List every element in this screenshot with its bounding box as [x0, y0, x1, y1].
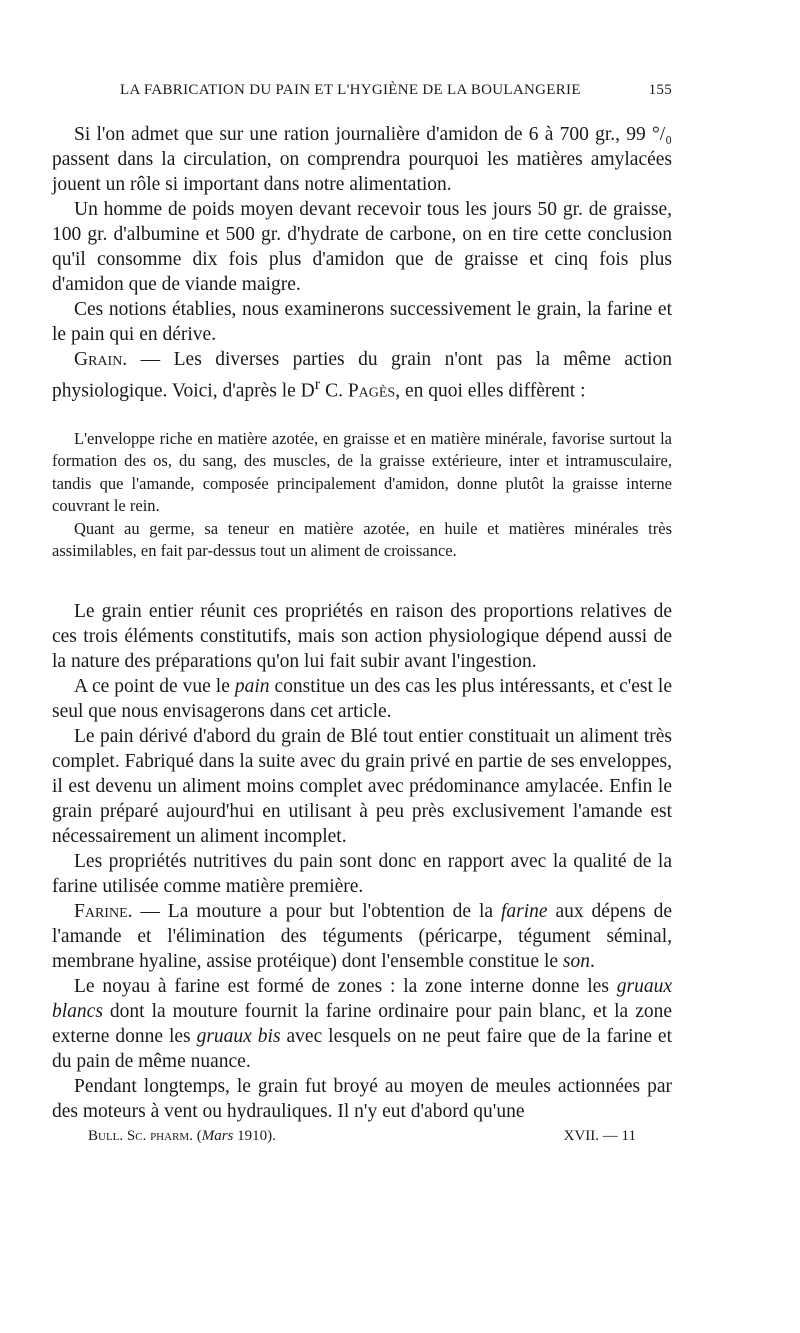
text: 1910). [233, 1127, 276, 1144]
paragraph-bread-view [52, 674, 672, 724]
paragraph-bread-history: Le pain dérivé d'abord du grain de Blé tout entier constituait un aliment très complet. Fabriqué dans la suite avec du grain privé en partie de ses enveloppes, il est devenu un aliment moins complet avec prédominance amylacée. Enfin le grain préparé aujourd'hui en utilisant à peu près exclusivement l'amande est nécessairement un aliment incomplet. [52, 725, 673, 847]
emphasis: Mars [201, 1127, 234, 1144]
text: avec lesquels on ne peut faire que de la farine et du pain de même nuance. [52, 1025, 673, 1072]
spacer [52, 563, 672, 599]
paragraph-kernel [52, 974, 672, 1074]
journal-citation [88, 1128, 276, 1145]
paragraph-daily-needs: Un homme de poids moyen devant recevoir tous les jours 50 gr. de graisse, 100 gr. d'albumine et 500 gr. d'hydrate de carbone, on en tire cette conclusion qu'il consomme dix fois plus d'amidon que de graisse et cinq fois plus d'amidon que de viande maigre. [52, 199, 672, 295]
text: aux dépens de l'amande et l'élimination des téguments (péricarpe, tégument séminal, membrane hyaline, assise protéique) dont l'ensemble constitue le [52, 900, 672, 972]
text: — La mouture a pour but l'obtention de la [132, 900, 501, 922]
signature-mark: XVII. — 11 [563, 1127, 636, 1144]
text: . [590, 950, 595, 972]
paragraph-grain-text-end: , en quoi elles diffèrent : [395, 380, 586, 402]
block-quote [52, 428, 672, 563]
page-footer [52, 1128, 672, 1145]
running-title: LA FABRICATION DU PAIN ET L'HYGIÈNE DE LA BOULANGERIE [120, 82, 581, 98]
paragraph-whole-grain: Le grain entier réunit ces propriétés en raison des proportions relatives de ces trois éléments constitutifs, mais son action physiologique dépend aussi de la nature des préparations qu'on lui fait subir avant l'ingestion. [52, 600, 672, 672]
emphasis: gruaux blancs [52, 975, 672, 1022]
text: constitue un des cas les plus intéressants, et c'est le seul que nous envisagerons dans cet article. [52, 675, 672, 722]
author-name: C. Pagès [320, 380, 396, 402]
journal-name: Bull. Sc. pharm. [88, 1127, 193, 1144]
paragraph-milling: Pendant longtemps, le grain fut broyé au moyen de meules actionnées par des moteurs à vent ou hydrauliques. Il n'y eut d'abord qu'une [52, 1075, 672, 1122]
section-label-grain: Grain. [74, 349, 128, 370]
emphasis: gruaux bis [196, 1025, 281, 1047]
paragraph-nutritive: Les propriétés nutritives du pain sont donc en rapport avec la qualité de la farine utilisée comme matière première. [52, 850, 672, 897]
paragraph-farine [52, 899, 672, 974]
emphasis: farine [500, 900, 548, 922]
paragraph-grain [52, 347, 672, 404]
emphasis: son [562, 950, 590, 972]
section-label-farine: Farine. [74, 900, 133, 922]
emphasis: pain [234, 675, 270, 697]
text: dont la mouture fournit la farine ordinaire pour pain blanc, et la zone externe donne les [52, 1000, 672, 1047]
paragraph-grain-text: — Les diverses parties du grain n'ont pas la même action physiologique. Voici, d'après le D [52, 349, 672, 402]
quote-paragraph-germ: Quant au germe, sa teneur en matière azotée, en huile et matières minérales très assimilables, en fait par-dessus tout un aliment de croissance. [52, 518, 672, 560]
page-number: 155 [648, 82, 672, 98]
paragraph-starch-ration: Si l'on admet que sur une ration journalière d'amidon de 6 à 700 gr., 99 °/₀ passent dans la circulation, on comprendra pourquoi les matières amylacées jouent un rôle si important dans notre alimentation. [52, 124, 672, 195]
superscript: r [314, 375, 321, 393]
running-header [52, 82, 672, 106]
paragraph-plan: Ces notions établies, nous examinerons successivement le grain, la farine et le pain qui en dérive. [52, 299, 672, 345]
text: A ce point de vue le [74, 675, 235, 697]
quote-paragraph-envelope: L'enveloppe riche en matière azotée, en graisse et en matière minérale, favorise surtout la formation des os, du sang, des muscles, de la graisse extérieure, inter et intramusculaire, tandis que l'amande, composée principalement d'amidon, donne plutôt la graisse interne couvrant le rein. [52, 428, 672, 515]
text: Le noyau à farine est formé de zones : la zone interne donne les [74, 975, 617, 997]
page [52, 82, 672, 1145]
text: ( [192, 1127, 202, 1144]
